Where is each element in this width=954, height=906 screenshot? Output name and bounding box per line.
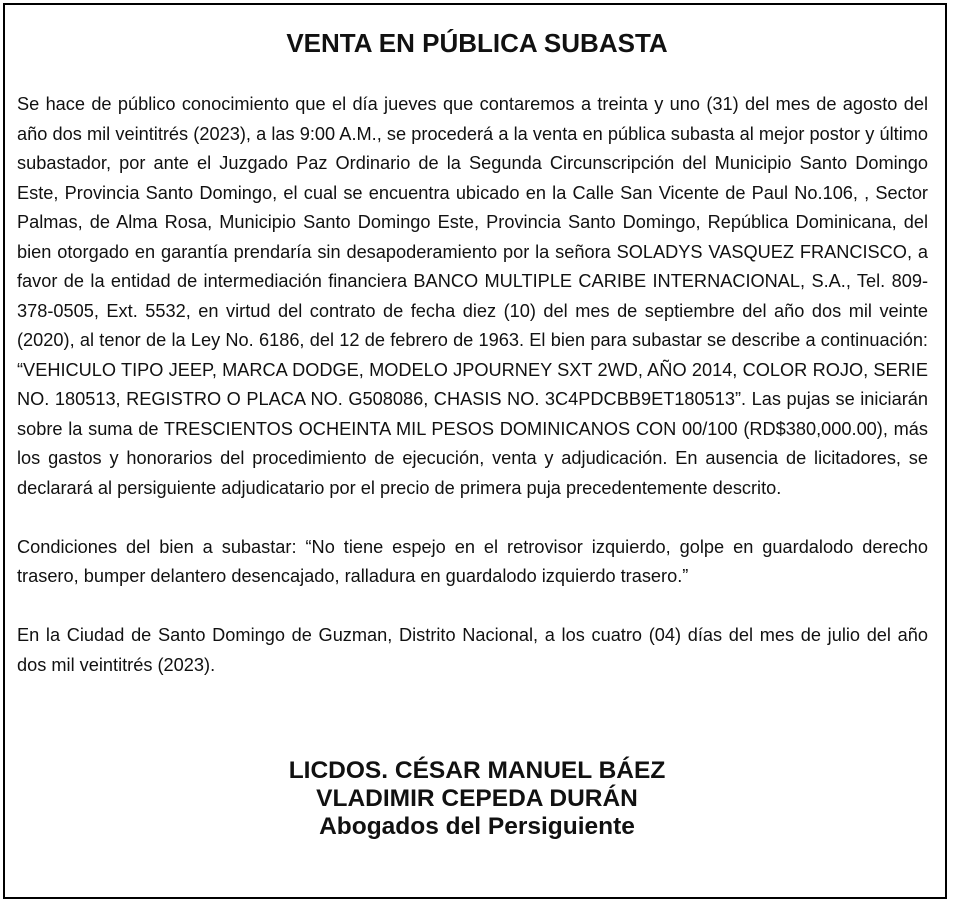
signature-block (0, 757, 954, 841)
auction-details-paragraph: Se hace de público conocimiento que el día jueves que contaremos a treinta y uno (31) del mes de agosto del año dos mil veintitrés (2023), a las 9:00 A.M., se procederá a la venta en pública subasta al mejor postor y último subastador, por ante el Juzgado Paz Ordinario de la Segunda Circunscripción del Municipio Santo Domingo Este, Provincia Santo Domingo, el cual se encuentra ubicado en la Calle San Vicente de Paul No.106, , Sector Palmas, de Alma Rosa, Municipio Santo Domingo Este, Provincia Santo Domingo, República Dominicana, del bien otorgado en garantía prendaría sin desapoderamiento por la señora SOLADYS VASQUEZ FRANCISCO, a favor de la entidad de intermediación financiera BANCO MULTIPLE CARIBE INTERNACIONAL, S.A., Tel. 809-378-0505, Ext. 5532, en virtud del contrato de fecha diez (10) del mes de septiembre del año dos mil veinte (2020), al tenor de la Ley No. 6186, del 12 de febrero de 1963. El bien para subastar se describe a continuación: “VEHICULO TIPO JEEP, MARCA DODGE, MODELO JPOURNEY SXT 2WD, AÑO 2014, COLOR ROJO, SERIE NO. 180513, REGISTRO O PLACA NO. G508086, CHASIS NO. 3C4PDCBB9ET180513”. Las pujas se iniciarán sobre la suma de TRESCIENTOS OCHEINTA MIL PESOS DOMINICANOS CON 00/100 (RD$380,000.00), más los gastos y honorarios del procedimiento de ejecución, venta y adjudicación. En ausencia de licitadores, se declarará al persiguiente adjudicatario por el precio de primera puja precedentemente descrito. (17, 94, 928, 498)
conditions-paragraph: Condiciones del bien a subastar: “No tiene espejo en el retrovisor izquierdo, golpe en guardalodo derecho trasero, bumper delantero desencajado, ralladura en guardalodo izquierdo trasero.” (17, 536, 928, 586)
signature-line-lawyer-1: LICDOS. CÉSAR MANUEL BÁEZ (288, 757, 666, 784)
signature-role: Abogados del Persiguiente (319, 813, 635, 840)
place-date-paragraph: En la Ciudad de Santo Domingo de Guzman, Distrito Nacional, a los cuatro (04) días del mes de julio del año dos mil veintitrés (2023). (17, 625, 928, 675)
signature-line-lawyer-2: VLADIMIR CEPEDA DURÁN (316, 785, 638, 812)
notice-body (17, 90, 928, 680)
notice-title: VENTA EN PÚBLICA SUBASTA (286, 28, 668, 58)
